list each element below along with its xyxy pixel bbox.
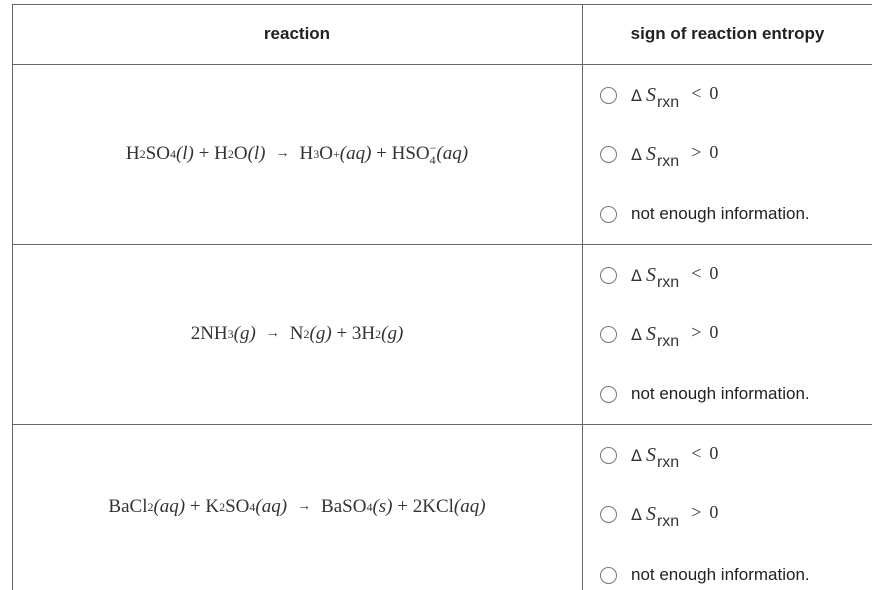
option-row1-not-enough-information[interactable]: not enough information. bbox=[600, 202, 810, 226]
reaction-entropy-table bbox=[12, 4, 872, 590]
radio-button[interactable] bbox=[600, 267, 617, 284]
option-row2-negative[interactable]: Δ S rxn < 0 bbox=[600, 263, 718, 287]
reaction-arrow: → bbox=[265, 326, 280, 341]
option-row3-negative[interactable]: Δ S rxn < 0 bbox=[600, 443, 718, 467]
radio-button[interactable] bbox=[600, 87, 617, 104]
header-reaction: reaction bbox=[263, 24, 331, 43]
header-sign-of-reaction-entropy: sign of reaction entropy bbox=[630, 24, 825, 43]
option-row2-not-enough-information[interactable]: not enough information. bbox=[600, 382, 810, 406]
reaction-arrow: → bbox=[297, 499, 312, 514]
option-row3-positive[interactable]: Δ S rxn > 0 bbox=[600, 502, 718, 526]
reaction-arrow: → bbox=[275, 146, 290, 161]
radio-button[interactable] bbox=[600, 326, 617, 343]
column-divider bbox=[582, 4, 583, 590]
option-row2-positive[interactable]: Δ S rxn > 0 bbox=[600, 322, 718, 346]
option-row1-positive[interactable]: Δ S rxn > 0 bbox=[600, 142, 718, 166]
reaction-3: BaCl 2 (aq) + K 2 SO 4 (aq) → BaSO 4 (s) + 2KCl (aq) bbox=[108, 496, 486, 517]
radio-button[interactable] bbox=[600, 447, 617, 464]
radio-button[interactable] bbox=[600, 506, 617, 523]
radio-button[interactable] bbox=[600, 206, 617, 223]
radio-button[interactable] bbox=[600, 386, 617, 403]
reaction-1: H 2 SO 4 (l) + H 2 O (l) → H 3 O + (aq) + HSO − 4 (aq) bbox=[125, 141, 469, 167]
option-row1-negative[interactable]: Δ S rxn < 0 bbox=[600, 83, 718, 107]
option-row3-not-enough-information[interactable]: not enough information. bbox=[600, 563, 810, 587]
radio-button[interactable] bbox=[600, 146, 617, 163]
reaction-2: 2NH 3 (g) → N 2 (g) + 3H 2 (g) bbox=[190, 323, 404, 344]
radio-button[interactable] bbox=[600, 567, 617, 584]
